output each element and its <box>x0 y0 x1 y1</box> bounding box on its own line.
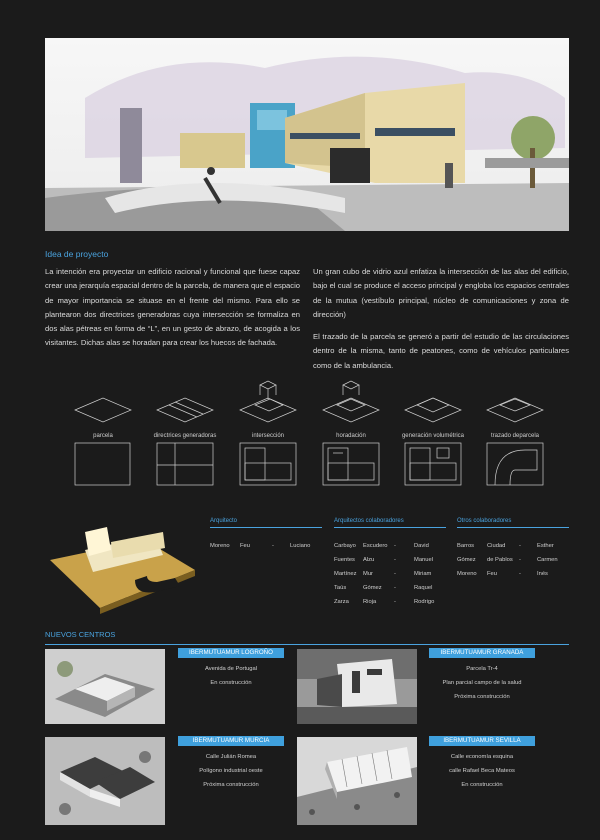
surname-2: de Pablos <box>487 557 513 563</box>
diagram-label: parcela <box>93 433 113 439</box>
center-info-logrono <box>178 648 284 690</box>
first-name: Miriam <box>414 571 432 577</box>
center-status: Próxima construcción <box>454 694 510 700</box>
center-info-murcia <box>178 736 284 792</box>
surname-1: Fuentes <box>334 557 355 563</box>
surname-2: Alzu <box>363 557 375 563</box>
credit-row <box>457 539 569 553</box>
surname-2: Escudero <box>363 543 388 549</box>
surname-2: Rioja <box>363 599 377 605</box>
surname-1: Carbayo <box>334 543 356 549</box>
intro-paragraph: El trazado de la parcela se generó a partir del estudio de las circulaciones dentro de la misma, tanto de peatones, como de vehículos particulares como de la ambulancia. <box>313 332 569 370</box>
separator: - <box>394 571 396 577</box>
surname-2: Feu <box>487 571 497 577</box>
center-address: Calle Julián Romea <box>205 754 257 760</box>
credits-colaboradores <box>334 518 446 609</box>
center-photo-sevilla <box>297 737 417 825</box>
first-name: Raquel <box>414 585 433 591</box>
separator: - <box>394 557 396 563</box>
first-name: Esther <box>537 543 554 549</box>
first-name: Manuel <box>414 557 434 563</box>
credit-row <box>334 581 446 595</box>
diagram-label: generación volumétrica <box>401 433 465 439</box>
separator: - <box>272 543 274 549</box>
separator: - <box>394 585 396 591</box>
center-address: Calle economía esquina <box>450 754 514 760</box>
separator: - <box>394 543 396 549</box>
first-name: Rodrigo <box>414 599 435 605</box>
first-name: Inés <box>537 571 548 577</box>
granada-rendering-image <box>297 649 417 724</box>
center-status: En construcción <box>461 782 503 788</box>
center-photo-logrono <box>45 649 165 724</box>
building-rendering-image <box>45 38 569 231</box>
first-name: Luciano <box>290 543 311 549</box>
surname-2: Mur <box>363 571 373 577</box>
surname-1: Gómez <box>457 557 476 563</box>
center-address: Avenida de Portugal <box>204 666 258 672</box>
center-title: IBERMUTUAMUR GRANADA <box>429 648 535 658</box>
credit-row <box>334 553 446 567</box>
credits-heading: Arquitectos colaboradores <box>334 518 446 528</box>
intro-paragraph: La intención era proyectar un edificio racional y funcional que fuese capaz crear una jerarquía espacial dentro de la parcela, de manera que el espacio de mayor importancia se situase en el frente del mismo. Para ello se plantearon dos directrices generadoras cuya intersección se formaliza en dos alas pétreas en forma de “L”, en un gesto de abrazo, de acogida a los visitantes. Dichas alas se horadan para crear los huecos de fachada. <box>45 267 300 348</box>
center-photo-murcia <box>45 737 165 825</box>
credit-row <box>334 567 446 581</box>
separator: - <box>394 599 396 605</box>
credit-row <box>334 595 446 609</box>
separator: - <box>519 543 521 549</box>
surname-2: Feu <box>240 543 250 549</box>
section-title-nuevos-centros: NUEVOS CENTROS <box>45 630 116 639</box>
first-name: Carmen <box>537 557 558 563</box>
surname-2: Ciudad <box>487 543 506 549</box>
surname-1: Moreno <box>210 543 230 549</box>
separator: - <box>519 557 521 563</box>
separator: - <box>519 571 521 577</box>
surname-1: Barros <box>457 543 475 549</box>
surname-1: Martínez <box>334 571 357 577</box>
diagram-label: directrices generadoras <box>153 433 217 439</box>
center-photo-granada <box>297 649 417 724</box>
intro-left-column <box>45 265 300 359</box>
surname-1: Zarza <box>334 599 349 605</box>
credits-otros <box>457 518 569 581</box>
intro-paragraph: Un gran cubo de vidrio azul enfatiza la intersección de las alas del edificio, bajo el cual se produce el acceso principal y engloba los espacios centrales de la mutua (vestíbulo principal, núcleo de comunicaciones y zona de dirección) <box>313 267 569 319</box>
credit-row <box>210 539 322 553</box>
credit-row <box>457 567 569 581</box>
model-photo <box>45 520 200 615</box>
center-status: Próxima construcción <box>203 782 259 788</box>
surname-1: Moreno <box>457 571 477 577</box>
credits-heading: Arquitecto <box>210 518 322 528</box>
center-title: IBERMUTUAMUR SEVILLA <box>429 736 535 746</box>
credits-heading: Otros colaboradores <box>457 518 569 528</box>
credit-row <box>334 539 446 553</box>
surname-1: Taús <box>334 585 347 591</box>
murcia-rendering-image <box>45 737 165 825</box>
center-info-sevilla <box>429 736 535 792</box>
first-name: David <box>414 543 429 549</box>
center-title: IBERMUTUAMUR MURCIA <box>178 736 284 746</box>
model-image <box>45 520 200 615</box>
sevilla-rendering-image <box>297 737 417 825</box>
center-address: Parcela Tr-4 <box>466 666 498 672</box>
credits-arquitecto <box>210 518 322 553</box>
section-title-idea: Idea de proyecto <box>45 249 109 259</box>
diagram-label: intersección <box>251 433 284 439</box>
center-info-granada <box>429 648 535 704</box>
center-status: En construcción <box>210 680 252 686</box>
nuevos-centros-header <box>45 624 569 645</box>
credit-row <box>457 553 569 567</box>
surname-2: Gómez <box>363 585 382 591</box>
diagram-label: horadación <box>336 433 366 439</box>
center-address: calle Rafael Beca Mateos <box>449 768 515 774</box>
diagram-label: trazado deparcela <box>490 433 540 439</box>
center-address: Plan parcial campo de la salud <box>442 680 522 686</box>
diagram-strip <box>45 375 569 490</box>
logrono-rendering-image <box>45 649 165 724</box>
hero-rendering <box>45 38 569 231</box>
intro-right-column <box>313 265 569 381</box>
center-title: IBERMUTUAMUR LOGROÑO <box>178 648 284 658</box>
center-address: Polígono industrial oeste <box>199 768 263 774</box>
